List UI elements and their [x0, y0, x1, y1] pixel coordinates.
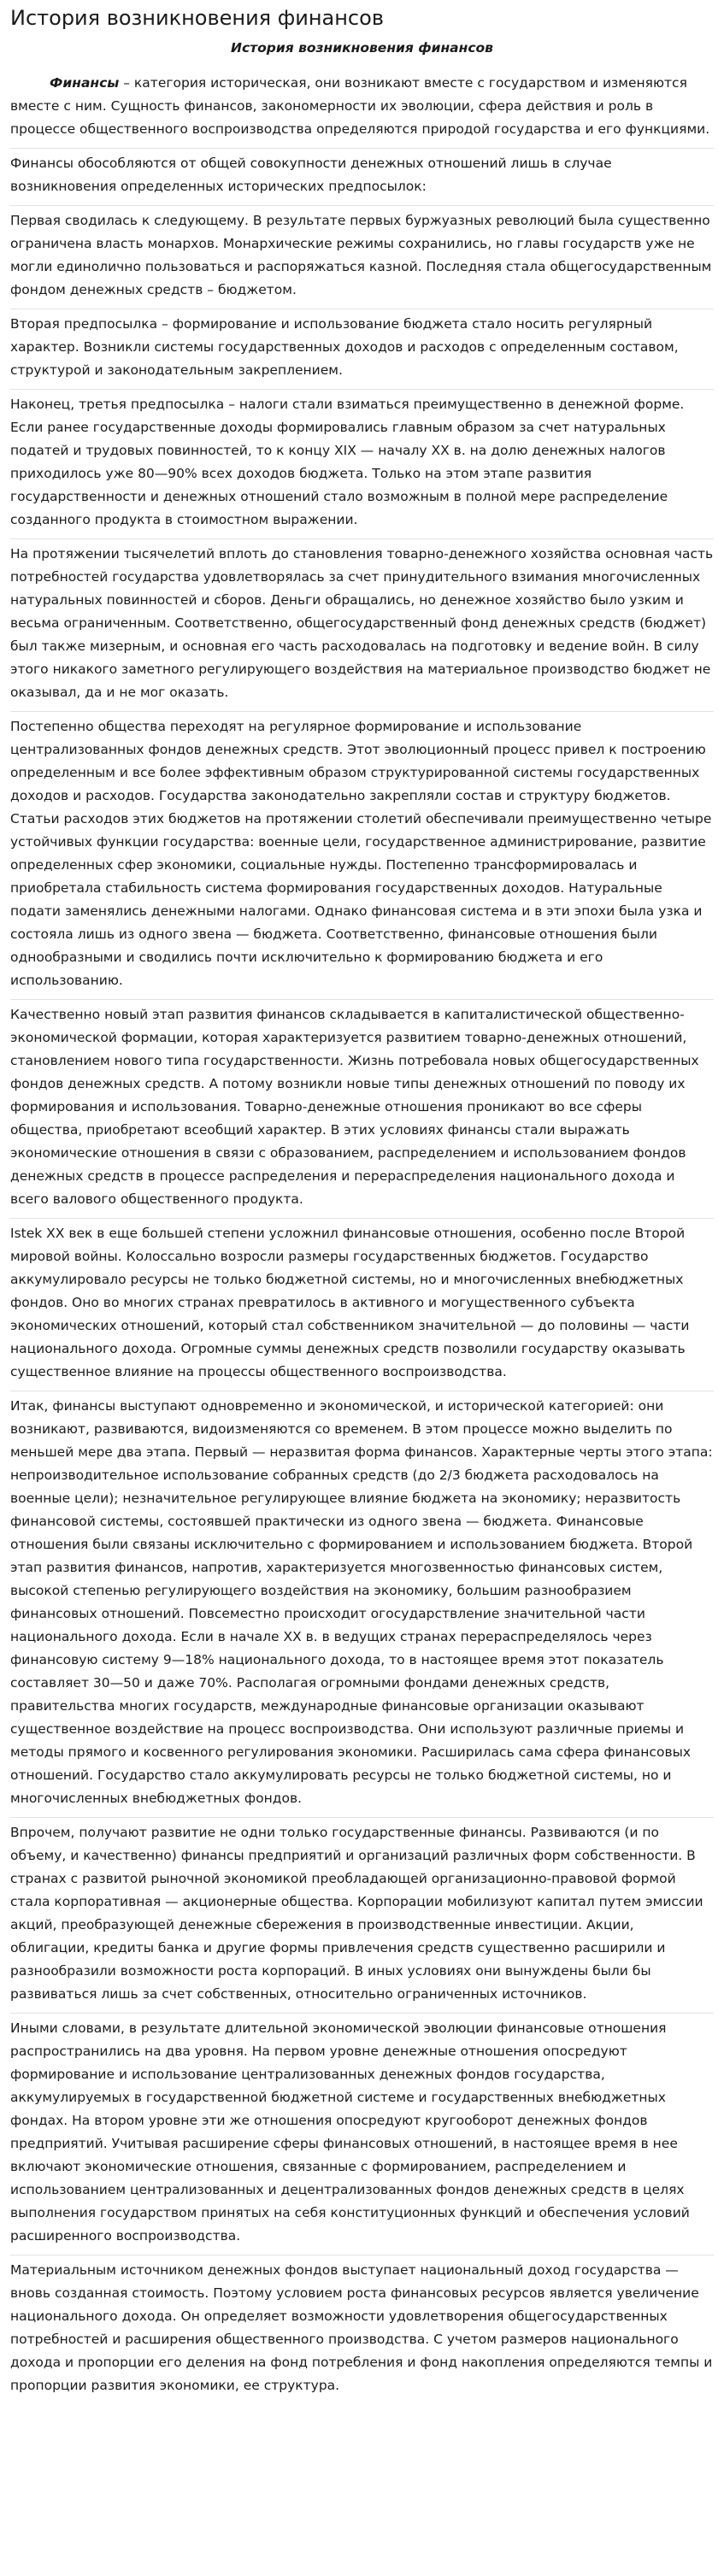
- lead-term: Финансы: [50, 75, 120, 91]
- lead-paragraph: [10, 68, 714, 149]
- paragraph: Иными словами, в результате длительной экономической эволюции финансовые отношения распространились на два уровня. На первом уровне денежные отношения опосредуют формирование и использование централизованных денежных фондов государства, аккумулируемых в государственной бюджетной системе и государственных внебюджетных фондах. На втором уровне эти же отношения опосредуют кругооборот денежных фондов предприятий. Учитывая расширение сферы финансовых отношений, в настоящее время в нее включают экономические отношения, связанные с формированием, распределением и использованием централизованных и децентрализованных фондов денежных средств в целях выполнения государством принятых на себя конституционных функций и обеспечения условий расширенного воспроизводства.: [10, 2014, 714, 2255]
- paragraph: Вторая предпосылка – формирование и использование бюджета стало носить регулярный характер. Возникли системы государственных доходов и расходов с определенным составом, структурой и законодательным закреплением.: [10, 309, 714, 390]
- paragraph: Качественно новый этап развития финансов складывается в капиталистической общественно-экономической формации, которая характеризуется развитием товарно-денежных отношений, становлением нового типа государственности. Жизнь потребовала новых общегосударственных фондов денежных средств. А потому возникли новые типы денежных отношений по поводу их формирования и использования. Товарно-денежные отношения проникают во все сферы общества, приобретают всеобщий характер. В этих условиях финансы стали выражать экономические отношения в связи с образованием, распределением и использованием фондов денежных средств в процессе распределения и перераспределения национального дохода и всего валового общественного продукта.: [10, 1000, 714, 1219]
- paragraph: Постепенно общества переходят на регулярное формирование и использование централизованных фондов денежных средств. Этот эволюционный процесс привел к построению определенным и все более эффективным образом структурированной системы государственных доходов и расходов. Государства законодательно закрепляли состав и структуру бюджетов. Статьи расходов этих бюджетов на протяжении столетий обеспечивали преимущественно четыре устойчивых функции государства: военные цели, государственное администрирование, развитие определенных сфер экономики, социальные нужды. Постепенно трансформировалась и приобретала стабильность система формирования государственных доходов. Натуральные подати заменялись денежными налогами. Однако финансовая система и в эти эпохи была узка и состояла лишь из одного звена — бюджета. Соответственно, финансовые отношения были однообразными и сводились почти исключительно к формированию бюджета и его использованию.: [10, 712, 714, 1000]
- paragraph: Наконец, третья предпосылка – налоги стали взиматься преимущественно в денежной форме. Если ранее государственные доходы формировались главным образом за счет натуральных податей и трудовых повинностей, то к концу XIX — началу XX в. на долю денежных налогов приходилось уже 80—90% всех доходов бюджета. Только на этом этапе развития государственности и денежных отношений стало возможным в полной мере распределение созданного продукта в стоимостном выражении.: [10, 390, 714, 539]
- paragraph: Итак, финансы выступают одновременно и экономической, и исторической категорией: они возникают, развиваются, видоизменяются со временем. В этом процессе можно выделить по меньшей мере два этапа. Первый — неразвитая форма финансов. Характерные черты этого этапа: непроизводительное использование собранных средств (до 2/3 бюджета расходовалось на военные цели); незначительное регулирующее влияние бюджета на экономику; неразвитость финансовой системы, состоявшей практически из одного звена — бюджета. Финансовые отношения были связаны исключительно с формированием и использованием бюджета. Второй этап развития финансов, напротив, характеризуется многозвенностью финансовых систем, высокой степенью регулирующего воздействия на экономику, большим разнообразием финансовых отношений. Повсеместно происходит огосударствление значительной части национального дохода. Если в начале XX в. в ведущих странах перераспределялось через финансовую систему 9—18% национального дохода, то в настоящее время этот показатель составляет 30—50 и даже 70%. Располагая огромными фондами денежных средств, правительства многих государств, международные финансовые организации оказывают существенное воздействие на процесс воспроизводства. Они используют различные приемы и методы прямого и косвенного регулирования экономики. Расширилась сама сфера финансовых отношений. Государство стало аккумулировать ресурсы не только бюджетной системы, но и многочисленных внебюджетных фондов.: [10, 1391, 714, 1818]
- paragraph: Финансы обособляются от общей совокупности денежных отношений лишь в случае возникновения определенных исторических предпосылок:: [10, 149, 714, 206]
- paragraph: Первая сводилась к следующему. В результате первых буржуазных революций была существенно ограничена власть монархов. Монархические режимы сохранились, но главы государств уже не могли единолично пользоваться и распоряжаться казной. Последняя стала общегосударственным фондом денежных средств – бюджетом.: [10, 206, 714, 309]
- page-title: История возникновения финансов: [10, 6, 384, 30]
- paragraph: Материальным источником денежных фондов выступает национальный доход государства — вновь созданная стоимость. Поэтому условием роста финансовых ресурсов является увеличение национального дохода. Он определяет возможности удовлетворения общегосударственных потребностей и расширения общественного производства. С учетом размеров национального дохода и пропорции его деления на фонд потребления и фонд накопления определяются темпы и пропорции развития экономики, ее структура.: [10, 2262, 713, 2394]
- lead-text: – категория историческая, они возникают вместе с государством и изменяются вместе с ним. Сущность финансов, закономерности их эволюции, сфера действия и роль в процессе общественного воспроизводства определяются природой государства и его функциями.: [10, 75, 710, 138]
- paragraph: На протяжении тысячелетий вплоть до становления товарно-денежного хозяйства основная часть потребностей государства удовлетворялась за счет принудительного взимания многочисленных натуральных повинностей и сборов. Деньги обращались, но денежное хозяйство было узким и весьма ограниченным. Соответственно, общегосударственный фонд денежных средств (бюджет) был также мизерным, и основная его часть расходовалась на подготовку и ведение войн. В силу этого никакого заметного регулирующего воздействия на материальное производство бюджет не оказывал, да и не мог оказать.: [10, 539, 714, 712]
- paragraph: Istek XX век в еще большей степени усложнил финансовые отношения, особенно после Второй мировой войны. Колоссально возросли размеры государственных бюджетов. Государство аккумулировало ресурсы не только бюджетной системы, но и многочисленных внебюджетных фондов. Оно во многих странах превратилось в активного и могущественного субъекта экономических отношений, который стал собственником значительной — до половины — части национального дохода. Огромные суммы денежных средств позволили государству оказывать существенное влияние на процессы общественного воспроизводства.: [10, 1219, 714, 1391]
- article-subtitle: История возникновения финансов: [230, 40, 493, 56]
- paragraph: Впрочем, получают развитие не одни только государственные финансы. Развиваются (и по объему, и качественно) финансы предприятий и организаций различных форм собственности. В странах с развитой рыночной экономикой преобладающей организационно-правовой формой стала корпоративная — акционерные общества. Корпорации мобилизуют капитал путем эмиссии акций, преобразующей денежные сбережения в производственные инвестиции. Акции, облигации, кредиты банка и другие формы привлечения средств существенно расширили и разнообразили возможности роста корпораций. В иных условиях они вынуждены были бы развиваться лишь за счет собственных, относительно ограниченных источников.: [10, 1818, 714, 2014]
